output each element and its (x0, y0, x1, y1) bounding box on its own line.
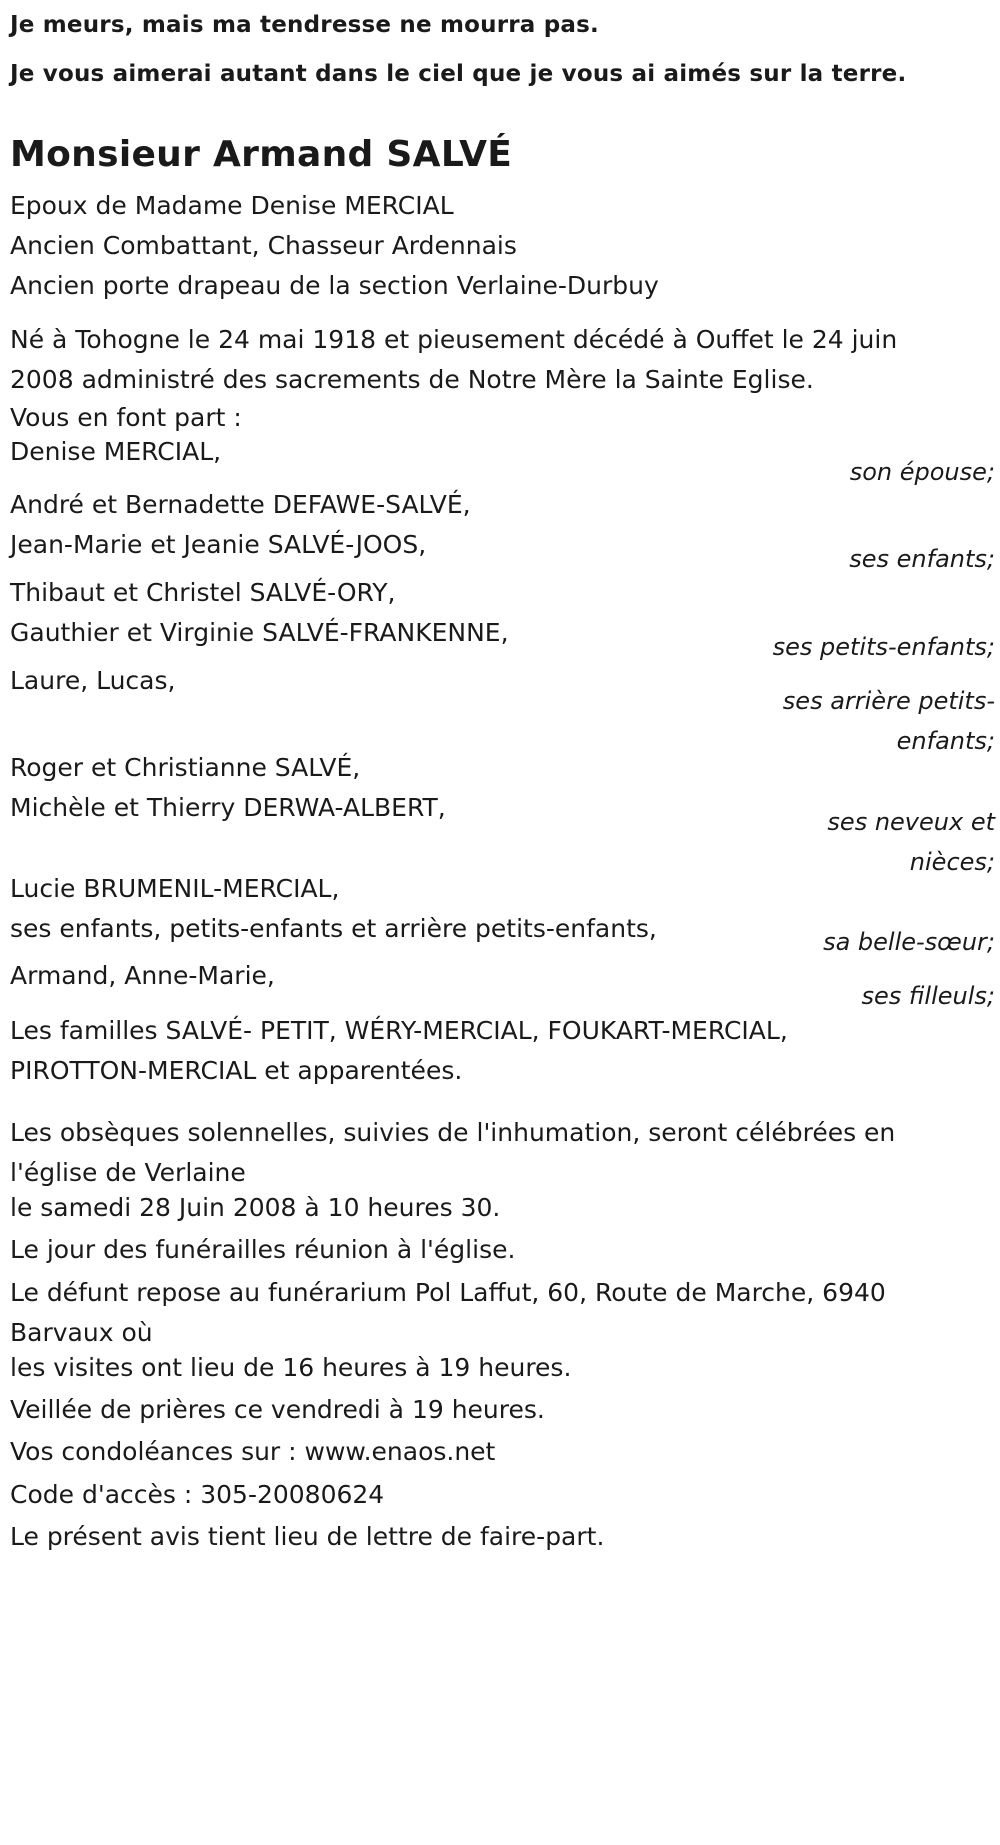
announce-line: Vous en font part : (10, 403, 242, 432)
quote-line-2: Je vous aimerai autant dans le ciel que je vous ai aimés sur la terre. (10, 61, 907, 87)
rest-block (10, 1273, 990, 1353)
families-line-1: Les familles SALVÉ- PETIT, WÉRY-MERCIAL, FOUKART-MERCIAL, (10, 1016, 788, 1045)
relation-label: ses neveux et (827, 808, 995, 836)
family-name: Denise MERCIAL, (10, 437, 222, 466)
family-name: Armand, Anne-Marie, (10, 961, 275, 990)
relation-label: son épouse; (849, 458, 995, 486)
relation-label: ses arrière petits- (782, 687, 995, 715)
access-code-text: Code d'accès : 305-20080624 (10, 1480, 385, 1509)
birth-death-line-1: Né à Tohogne le 24 mai 1918 et pieusement décédé à Ouffet le 24 juin (10, 325, 898, 354)
ceremony-line-1: Les obsèques solennelles, suivies de l'inhumation, seront célébrées en (10, 1118, 896, 1147)
funeral-date: le samedi 28 Juin 2008 à 10 heures 30. (10, 1193, 501, 1222)
title-line: Ancien Combattant, Chasseur Ardennais (10, 231, 517, 260)
vigil-text: Veillée de prières ce vendredi à 19 heures. (10, 1395, 545, 1424)
relation-label: enfants; (896, 727, 995, 755)
families-line-2: PIROTTON-MERCIAL et apparentées. (10, 1056, 463, 1085)
family-name: Roger et Christianne SALVÉ, (10, 753, 361, 782)
relation-label: ses filleuls; (861, 982, 995, 1010)
relation-label: nièces; (909, 848, 995, 876)
title-line: Epoux de Madame Denise MERCIAL (10, 191, 454, 220)
family-name: ses enfants, petits-enfants et arrière petits-enfants, (10, 914, 657, 943)
family-name: Laure, Lucas, (10, 666, 176, 695)
relation-godchildren (755, 976, 995, 1016)
relation-label: ses enfants; (849, 545, 995, 573)
family-name: André et Bernadette DEFAWE-SALVÉ, (10, 490, 471, 519)
ceremony-block (10, 1113, 990, 1193)
family-name: Lucie BRUMENIL-MERCIAL, (10, 874, 340, 903)
rest-line-1: Le défunt repose au funérarium Pol Laffut, 60, Route de Marche, 6940 (10, 1278, 886, 1307)
family-name: Gauthier et Virginie SALVÉ-FRANKENNE, (10, 618, 509, 647)
relation-label: ses petits-enfants; (772, 633, 995, 661)
notice-text: Le présent avis tient lieu de lettre de faire-part. (10, 1522, 605, 1551)
rest-line-2: Barvaux où (10, 1318, 153, 1347)
quote-line-1: Je meurs, mais ma tendresse ne mourra pas. (10, 12, 599, 38)
deceased-name: Monsieur Armand SALVÉ (10, 134, 513, 175)
condolences-text: Vos condoléances sur : www.enaos.net (10, 1437, 496, 1466)
family-name: Michèle et Thierry DERWA-ALBERT, (10, 793, 446, 822)
family-name: Thibaut et Christel SALVÉ-ORY, (10, 578, 396, 607)
relation-label: sa belle-sœur; (823, 928, 995, 956)
ceremony-line-2: l'église de Verlaine (10, 1158, 246, 1187)
family-name: Jean-Marie et Jeanie SALVÉ-JOOS, (10, 530, 427, 559)
funeral-meeting: Le jour des funérailles réunion à l'église. (10, 1235, 516, 1264)
visits-text: les visites ont lieu de 16 heures à 19 heures. (10, 1353, 572, 1382)
birth-death-line-2: 2008 administré des sacrements de Notre Mère la Sainte Eglise. (10, 365, 814, 394)
title-line: Ancien porte drapeau de la section Verlaine-Durbuy (10, 271, 659, 300)
titles-block (10, 186, 990, 306)
birth-death-block (10, 320, 990, 400)
families-block (10, 1011, 990, 1091)
